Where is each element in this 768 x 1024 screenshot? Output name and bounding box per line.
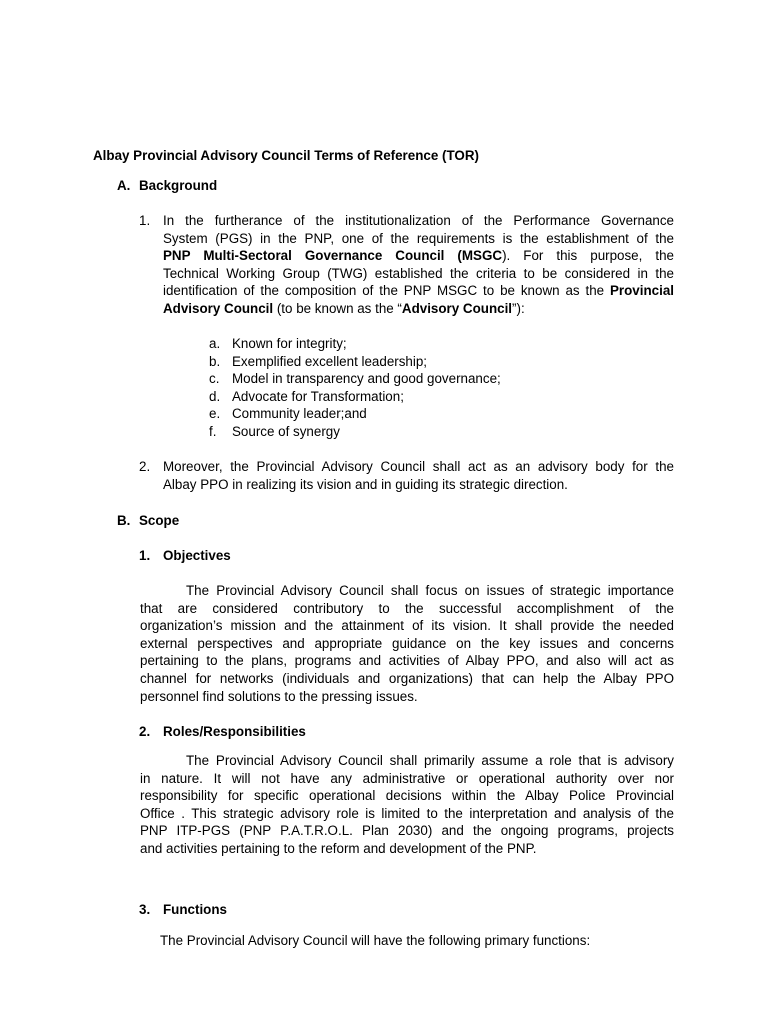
- roles-line: The Provincial Advisory Council shall primarily assume a role that is advisory: [186, 753, 674, 768]
- item-1-line: identification of the composition of the PNP MSGC to be known as the Provincial: [163, 283, 674, 299]
- objectives-line: personnel find solutions to the pressing issues.: [140, 688, 418, 704]
- item-1-paragraph: [163, 212, 674, 318]
- section-b-heading: Scope: [139, 513, 180, 528]
- criteria-text: Known for integrity;: [232, 336, 347, 351]
- criteria-text: Advocate for Transformation;: [232, 388, 404, 404]
- roles-line: responsibility for specific operational decisions within the Albay Police Provincial: [140, 788, 674, 804]
- roles-heading: Roles/Responsibilities: [163, 724, 306, 739]
- objectives-line: that are considered contributory to the successful accomplishment of the: [140, 600, 674, 616]
- roles-line: and activities pertaining to the reform and development of the PNP.: [140, 840, 537, 856]
- criteria-text: Exemplified excellent leadership;: [232, 353, 428, 369]
- objectives-paragraph: [140, 582, 674, 705]
- item-2-line: Moreover, the Provincial Advisory Council shall act as an advisory body for the: [163, 459, 674, 474]
- item-1-line: Technical Working Group (TWG) established the criteria to be considered in the: [163, 265, 674, 281]
- roles-paragraph: [140, 752, 674, 858]
- section-a-marker: A.: [117, 178, 131, 193]
- item-1-line: System (PGS) in the PNP, one of the requirements is the establishment of the: [163, 230, 674, 246]
- section-a-heading: Background: [139, 178, 218, 193]
- criteria-text: Community leader;and: [232, 406, 367, 422]
- msgc-term: PNP Multi-Sectoral Governance Council (MSGC: [163, 248, 503, 264]
- roles-line: in nature. It will not have any administrative or operational authority over nor: [140, 770, 674, 786]
- item-1-line: PNP Multi-Sectoral Governance Council (MSGC). For this purpose, the: [163, 248, 674, 264]
- criteria-letter: d.: [209, 388, 221, 404]
- functions-heading: Functions: [163, 902, 227, 917]
- roles-line: Office . This strategic advisory role is limited to the interpretation and analysis of the: [140, 805, 674, 821]
- criteria-letter: c.: [209, 371, 220, 387]
- criteria-text: Source of synergy: [232, 424, 340, 439]
- criteria-letter: b.: [209, 353, 221, 369]
- functions-intro: The Provincial Advisory Council will have the following primary functions:: [160, 933, 591, 948]
- item-2-paragraph: [163, 458, 674, 493]
- objectives-line: The Provincial Advisory Council shall focus on issues of strategic importance: [186, 583, 674, 598]
- roles-number: 2.: [139, 724, 151, 739]
- objectives-line: organization’s mission and the attainment of its vision. It shall provide the needed: [140, 618, 674, 634]
- functions-number: 3.: [139, 902, 151, 917]
- criteria-letter: a.: [209, 336, 221, 351]
- item-1-line: Advisory Council (to be known as the “Advisory Council”):: [163, 300, 525, 316]
- objectives-line: pertaining to the plans, programs and activities of Albay PPO, and also will act as: [140, 653, 674, 669]
- roles-line: PNP ITP-PGS (PNP P.A.T.R.O.L. Plan 2030) and the ongoing programs, projects: [140, 823, 674, 839]
- criteria-list: [0, 335, 768, 445]
- criteria-letter: e.: [209, 406, 221, 422]
- objectives-heading: Objectives: [163, 548, 231, 563]
- item-2-line: Albay PPO in realizing its vision and in guiding its strategic direction.: [163, 476, 568, 492]
- section-b-marker: B.: [117, 513, 131, 528]
- objectives-number: 1.: [139, 548, 151, 563]
- criteria-text: Model in transparency and good governance;: [232, 371, 501, 387]
- objectives-line: external perspectives and appropriate guidance on the key issues and concerns: [140, 635, 674, 651]
- item-1-line: In the furtherance of the institutionalization of the Performance Governance: [163, 213, 674, 228]
- objectives-line: channel for networks (individuals and organizations) that can help the Albay PPO: [140, 670, 674, 686]
- criteria-letter: f.: [209, 424, 217, 439]
- item-2-number: 2.: [139, 459, 151, 474]
- item-1-number: 1.: [139, 213, 151, 228]
- document-title: Albay Provincial Advisory Council Terms of Reference (TOR): [93, 148, 479, 163]
